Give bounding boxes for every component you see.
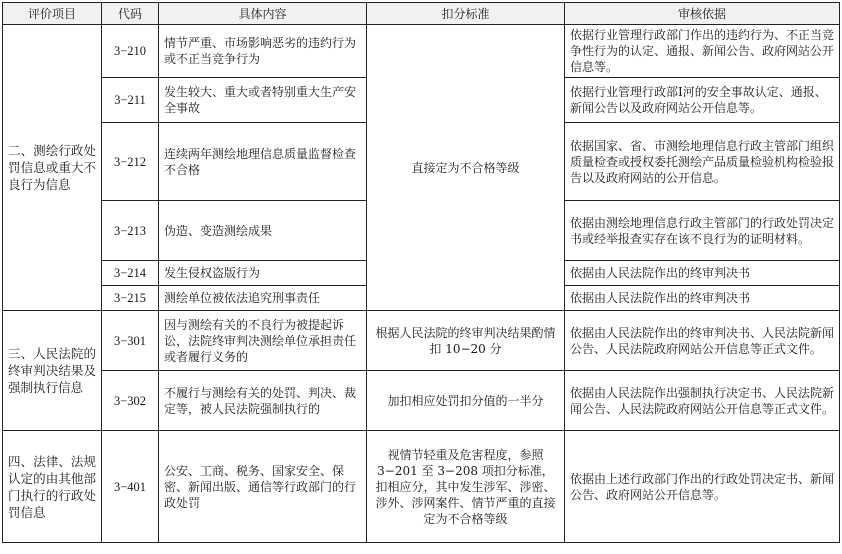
content-cell: 不履行与测绘有关的处罚、判决、裁定等，被人民法院强制执行的	[159, 371, 367, 431]
code-cell: 3−301	[102, 311, 159, 371]
content-cell: 测绘单位被依法追究刑事责任	[159, 286, 367, 311]
basis-cell: 依据由人民法院作出的终审判决书	[565, 286, 840, 311]
code-cell: 3−210	[102, 25, 159, 78]
header-deduction: 扣分标准	[367, 3, 565, 25]
basis-cell: 依据由上述行政部门作出的行政处罚决定书、新闻公告、政府网站公开信息等。	[565, 431, 840, 543]
deduction-cell: 直接定为不合格等级	[367, 25, 565, 311]
code-cell: 3−211	[102, 78, 159, 123]
table-row	[3, 431, 840, 543]
basis-cell: 依据行业管理行政部门作出的违约行为、不正当竞争性行为的认定、通报、新闻公告、政府网站公开信息等。	[565, 25, 840, 78]
content-cell: 因与测绘有关的不良行为被提起诉讼，法院终审判决测绘单位承担责任或者履行义务的	[159, 311, 367, 371]
basis-cell: 依据由人民法院作出的终审判决书、人民法院新闻公告、人民法院政府网站公开信息等正式文件。	[565, 311, 840, 371]
code-cell: 3−214	[102, 261, 159, 286]
deduction-cell: 根据人民法院的终审判决结果酌情扣 10−20 分	[367, 311, 565, 371]
category-cell: 三、人民法院的终审判决结果及强制执行信息	[3, 311, 102, 431]
basis-cell: 依据行业管理行政部I河的安全事故认定、通报、新闻公告以及政府网站公开信息等。	[565, 78, 840, 123]
basis-cell: 依据由测绘地理信息行政主管部门的行政处罚决定书或经举报查实存在该不良行为的证明材料。	[565, 201, 840, 261]
basis-cell: 依据由人民法院作出的终审判决书	[565, 261, 840, 286]
table-row	[3, 311, 840, 371]
table-row	[3, 371, 840, 431]
code-cell: 3−212	[102, 123, 159, 201]
content-cell: 伪造、变造测绘成果	[159, 201, 367, 261]
content-cell: 连续两年测绘地理信息质量监督检查不合格	[159, 123, 367, 201]
category-cell: 四、法律、法规认定的由其他部门执行的行政处罚信息	[3, 431, 102, 543]
content-cell: 情节严重、市场影响恶劣的违约行为或不正当竞争行为	[159, 25, 367, 78]
code-cell: 3−215	[102, 286, 159, 311]
content-cell: 发生侵权盗版行为	[159, 261, 367, 286]
evaluation-table	[2, 2, 840, 543]
code-cell: 3−302	[102, 371, 159, 431]
deduction-cell: 加扣相应处罚扣分值的一半分	[367, 371, 565, 431]
header-row	[3, 3, 840, 25]
category-cell: 二、测绘行政处罚信息或重大不良行为信息	[3, 25, 102, 311]
deduction-cell: 视情节轻重及危害程度，参照 3−201 至 3−208 项扣分标准，扣相应分，其中发生涉军、涉密、涉外、涉网案件、情节严重的直接定为不合格等级	[367, 431, 565, 543]
content-cell: 公安、工商、税务、国家安全、保密、新闻出版、通信等行政部门的行政处罚	[159, 431, 367, 543]
table-row	[3, 25, 840, 78]
header-content: 具体内容	[159, 3, 367, 25]
basis-cell: 依据由人民法院作出强制执行决定书、人民法院新闻公告、人民法院政府网站公开信息等正式文件。	[565, 371, 840, 431]
content-cell: 发生较大、重大或者特别重大生产安全事故	[159, 78, 367, 123]
header-basis: 审核依据	[565, 3, 840, 25]
header-category: 评价项目	[3, 3, 102, 25]
code-cell: 3−401	[102, 431, 159, 543]
header-code: 代码	[102, 3, 159, 25]
basis-cell: 依据国家、省、市测绘地理信息行政主管部门组织质量检查或授权委托测绘产品质量检验机构检验报告以及政府网站的公开信息。	[565, 123, 840, 201]
code-cell: 3−213	[102, 201, 159, 261]
